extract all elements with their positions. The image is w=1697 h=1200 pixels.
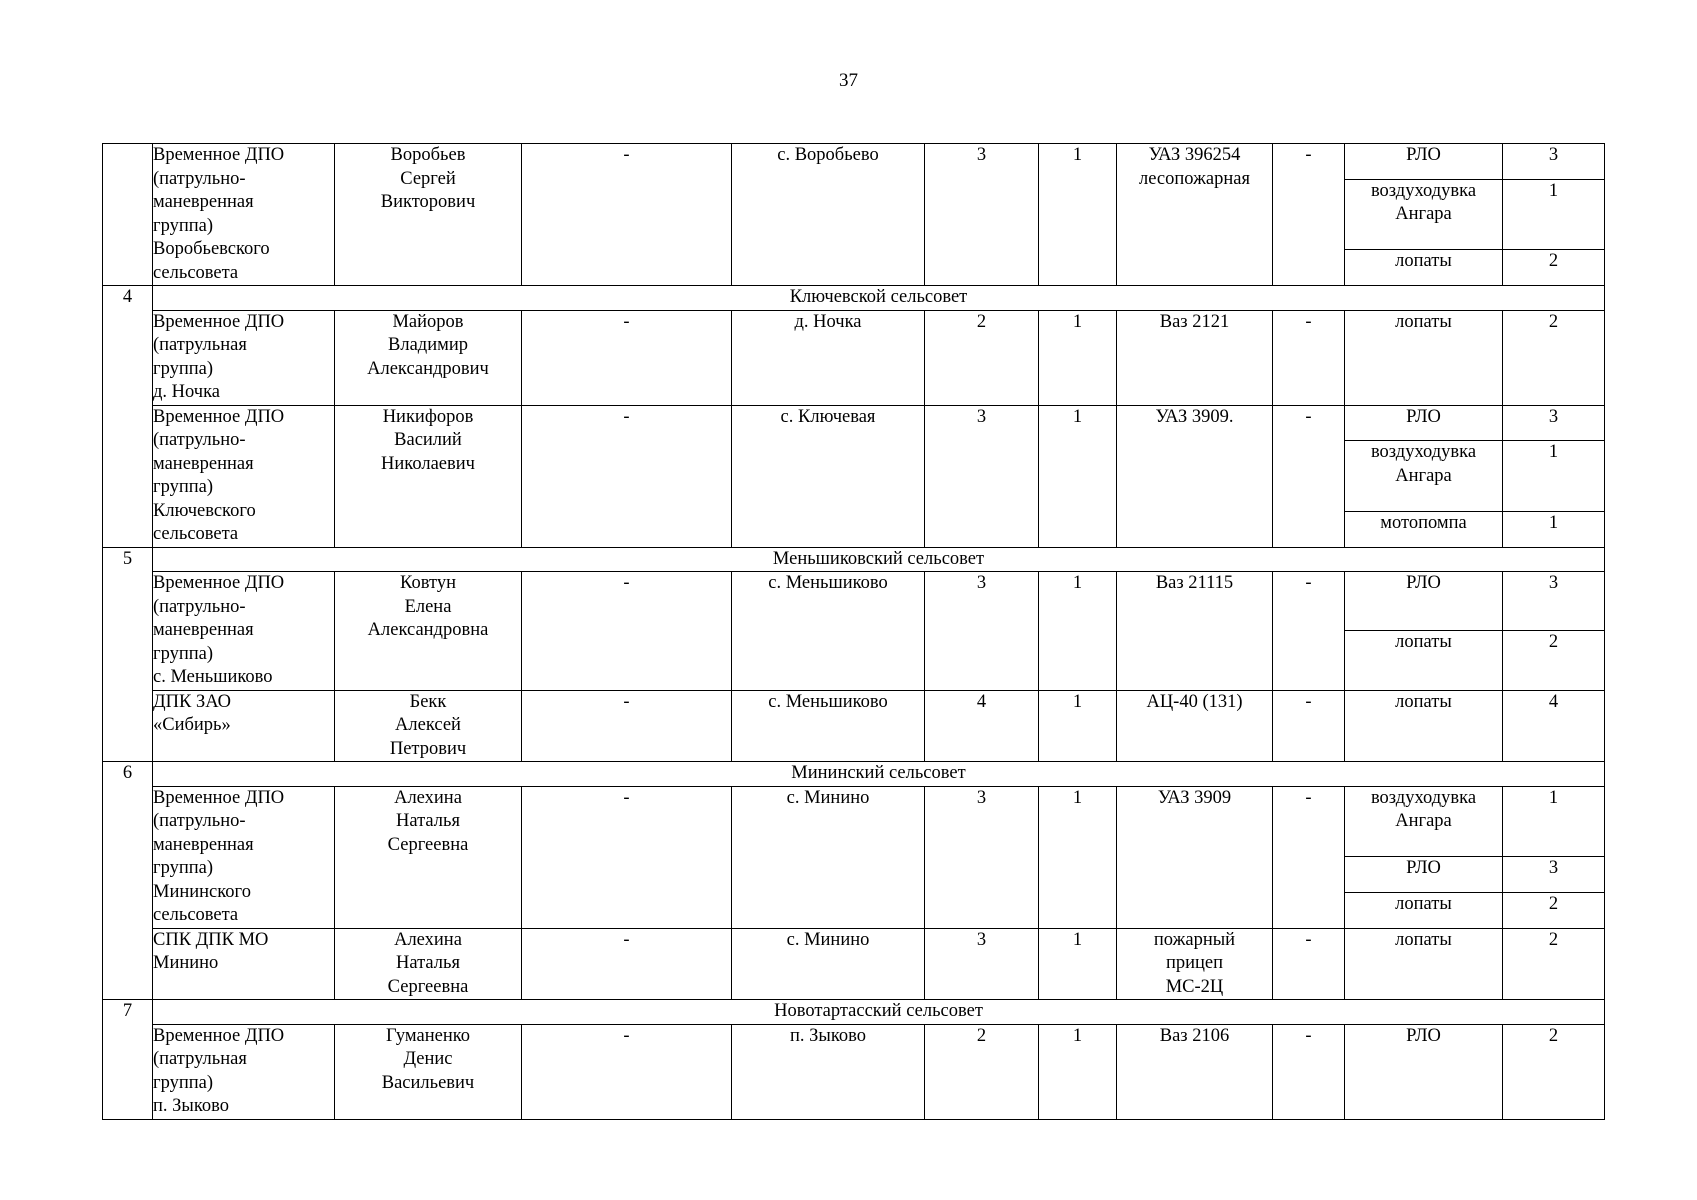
cell-line: Гуманенко (385, 1025, 471, 1046)
cell-line: Владимир (388, 335, 468, 355)
table-row (103, 572, 1605, 631)
cell-line: «Сибирь» (153, 715, 231, 735)
cell-line: Наталья (396, 811, 460, 831)
cell-line: Воробьевского (153, 239, 270, 259)
unit-head (335, 572, 522, 691)
unit-location: с. Минино (732, 786, 925, 928)
cell-line: Ваз 2106 (1159, 1025, 1230, 1046)
row-number (103, 144, 153, 286)
cell-line: Временное ДПО (153, 573, 285, 593)
unit-head (335, 786, 522, 928)
cell-line: Николаевич (381, 453, 475, 474)
cell-line: (патрульная (153, 1049, 247, 1069)
equipment-name (1345, 441, 1503, 511)
unit-head (335, 928, 522, 1000)
unit-count: 1 (1039, 786, 1117, 928)
cell-line: УАЗ 3909. (1155, 406, 1234, 427)
cell-line: Ковтун (400, 573, 456, 593)
unit-head (335, 690, 522, 762)
equipment-name (1345, 786, 1503, 856)
row-number: 5 (103, 547, 153, 762)
cell-line: Временное ДПО (153, 406, 285, 427)
unit-phone: - (522, 405, 732, 547)
unit-vehicle (1117, 928, 1273, 1000)
section-title: Новотартасский сельсовет (153, 1000, 1605, 1025)
cell-line: Васильевич (381, 1072, 475, 1093)
unit-phone: - (522, 1024, 732, 1119)
equipment-qty: 2 (1503, 1024, 1605, 1119)
unit-count: 1 (1039, 144, 1117, 286)
cell-line: Алехина (394, 929, 462, 950)
unit-name (153, 786, 335, 928)
cell-line: сельсовета (153, 524, 239, 544)
cell-line: Временное ДПО (153, 145, 285, 165)
table-row (103, 690, 1605, 762)
cell-line: АЦ-40 (131) (1146, 691, 1243, 712)
equipment-name (1345, 405, 1503, 441)
cell-line: УАЗ 3909 (1157, 787, 1232, 808)
cell-line: Воробьев (390, 145, 466, 165)
cell-line: Ангара (1395, 811, 1452, 831)
cell-line: прицеп (1165, 953, 1224, 973)
equipment-qty: 1 (1503, 441, 1605, 511)
cell-line: Сергеевна (387, 976, 469, 997)
cell-line: (патрульно- (153, 811, 246, 831)
unit-extra: - (1273, 310, 1345, 405)
equipment-name (1345, 928, 1503, 1000)
unit-count: 1 (1039, 405, 1117, 547)
cell-line: МС-2Ц (1165, 976, 1224, 997)
cell-line: группа) (153, 477, 214, 497)
equipment-name (1345, 572, 1503, 631)
section-row (103, 547, 1605, 572)
equipment-qty: 2 (1503, 310, 1605, 405)
unit-phone: - (522, 786, 732, 928)
cell-line: УАЗ 396254 (1148, 145, 1241, 165)
cell-line: Александрович (367, 358, 489, 379)
cell-line: группа) (153, 643, 214, 664)
cell-line: Алехина (394, 787, 462, 808)
cell-line: Василий (394, 430, 462, 450)
unit-name (153, 572, 335, 691)
cell-line: (патрульно- (153, 168, 246, 189)
unit-personnel: 3 (925, 786, 1039, 928)
cell-line: СПК ДПК МО (153, 929, 269, 950)
unit-personnel: 3 (925, 928, 1039, 1000)
unit-location: с. Меньшиково (732, 572, 925, 691)
cell-line: (патрульно- (153, 430, 246, 450)
cell-line: воздуходувка (1370, 180, 1477, 201)
unit-phone: - (522, 572, 732, 691)
cell-line: РЛО (1406, 573, 1441, 593)
table-row (103, 310, 1605, 405)
equipment-qty: 3 (1503, 144, 1605, 180)
cell-line: Ваз 21115 (1155, 573, 1234, 593)
equipment-qty: 3 (1503, 856, 1605, 892)
equipment-qty: 2 (1503, 631, 1605, 690)
unit-vehicle (1117, 310, 1273, 405)
unit-location: с. Воробьево (732, 144, 925, 286)
unit-location: с. Ключевая (732, 405, 925, 547)
unit-name (153, 310, 335, 405)
equipment-name (1345, 179, 1503, 249)
cell-line: Временное ДПО (153, 787, 285, 808)
section-row (103, 762, 1605, 787)
section-row (103, 1000, 1605, 1025)
cell-line: маневренная (153, 620, 254, 640)
cell-line: группа) (153, 358, 214, 379)
equipment-qty: 4 (1503, 690, 1605, 762)
unit-extra: - (1273, 405, 1345, 547)
unit-extra: - (1273, 572, 1345, 691)
unit-phone: - (522, 690, 732, 762)
cell-line: РЛО (1406, 145, 1441, 165)
equipment-qty: 2 (1503, 892, 1605, 928)
cell-line: воздуходувка (1370, 787, 1477, 808)
cell-line: маневренная (153, 192, 254, 212)
table-row (103, 928, 1605, 1000)
cell-line: группа) (153, 858, 214, 878)
unit-extra: - (1273, 928, 1345, 1000)
cell-line: лопаты (1395, 251, 1452, 272)
unit-vehicle (1117, 144, 1273, 286)
equipment-qty: 3 (1503, 572, 1605, 631)
cell-line: лопаты (1395, 311, 1452, 332)
row-number: 7 (103, 1000, 153, 1120)
table-row (103, 1024, 1605, 1119)
equipment-qty: 2 (1503, 928, 1605, 1000)
unit-personnel: 2 (925, 310, 1039, 405)
unit-name (153, 690, 335, 762)
unit-count: 1 (1039, 310, 1117, 405)
cell-line: РЛО (1406, 857, 1441, 878)
equipment-name (1345, 892, 1503, 928)
equipment-name (1345, 310, 1503, 405)
section-title: Ключевской сельсовет (153, 286, 1605, 311)
unit-name (153, 1024, 335, 1119)
cell-line: ДПК ЗАО (153, 691, 232, 712)
equipment-name (1345, 690, 1503, 762)
unit-vehicle (1117, 572, 1273, 691)
unit-personnel: 2 (925, 1024, 1039, 1119)
cell-line: (патрульно- (153, 596, 246, 617)
cell-line: Наталья (396, 953, 460, 973)
unit-location: с. Меньшиково (732, 690, 925, 762)
cell-line: Алексей (395, 715, 461, 735)
cell-line: Ангара (1395, 465, 1452, 486)
cell-line: пожарный (1153, 929, 1236, 950)
cell-line: РЛО (1406, 406, 1441, 427)
cell-line: Мининского (153, 881, 251, 902)
cell-line: Никифоров (382, 406, 474, 427)
cell-line: п. Зыково (153, 1096, 230, 1116)
cell-line: Денис (403, 1049, 453, 1069)
cell-line: РЛО (1406, 1025, 1441, 1046)
cell-line: Викторович (380, 192, 476, 212)
unit-location: п. Зыково (732, 1024, 925, 1119)
unit-location: с. Минино (732, 928, 925, 1000)
cell-line: д. Ночка (153, 382, 221, 402)
cell-line: Майоров (392, 311, 464, 332)
cell-line: лесопожарная (1139, 168, 1250, 189)
unit-personnel: 3 (925, 144, 1039, 286)
fire-units-table (102, 143, 1605, 1120)
cell-line: Ваз 2121 (1159, 311, 1230, 332)
unit-count: 1 (1039, 572, 1117, 691)
equipment-qty: 1 (1503, 786, 1605, 856)
cell-line: Елена (404, 596, 452, 617)
unit-vehicle (1117, 690, 1273, 762)
cell-line: группа) (153, 1072, 214, 1093)
unit-name (153, 928, 335, 1000)
cell-line: маневренная (153, 834, 254, 855)
unit-extra: - (1273, 690, 1345, 762)
unit-name (153, 144, 335, 286)
unit-extra: - (1273, 144, 1345, 286)
unit-phone: - (522, 310, 732, 405)
unit-extra: - (1273, 1024, 1345, 1119)
unit-location: д. Ночка (732, 310, 925, 405)
cell-line: Временное ДПО (153, 1025, 285, 1046)
unit-vehicle (1117, 786, 1273, 928)
cell-line: сельсовета (153, 905, 239, 925)
unit-personnel: 3 (925, 572, 1039, 691)
cell-line: Ангара (1395, 204, 1452, 225)
section-row (103, 286, 1605, 311)
cell-line: (патрульная (153, 335, 247, 355)
unit-vehicle (1117, 405, 1273, 547)
cell-line: Ключевского (153, 500, 256, 521)
cell-line: маневренная (153, 453, 254, 474)
equipment-qty: 3 (1503, 405, 1605, 441)
unit-head (335, 1024, 522, 1119)
equipment-name (1345, 250, 1503, 286)
cell-line: лопаты (1395, 929, 1452, 950)
unit-phone: - (522, 144, 732, 286)
unit-head (335, 405, 522, 547)
cell-line: Александровна (367, 620, 489, 640)
row-number: 4 (103, 286, 153, 548)
equipment-qty: 1 (1503, 511, 1605, 547)
unit-count: 1 (1039, 928, 1117, 1000)
cell-line: лопаты (1395, 893, 1452, 914)
unit-count: 1 (1039, 1024, 1117, 1119)
equipment-name (1345, 511, 1503, 547)
cell-line: с. Меньшиково (153, 667, 273, 687)
table-row (103, 405, 1605, 441)
section-title: Меньшиковский сельсовет (153, 547, 1605, 572)
cell-line: Сергеевна (387, 834, 469, 855)
cell-line: мотопомпа (1380, 512, 1467, 533)
cell-line: Временное ДПО (153, 311, 285, 332)
unit-head (335, 310, 522, 405)
row-number: 6 (103, 762, 153, 1000)
equipment-qty: 2 (1503, 250, 1605, 286)
unit-vehicle (1117, 1024, 1273, 1119)
unit-name (153, 405, 335, 547)
cell-line: воздуходувка (1370, 442, 1477, 463)
table-row (103, 144, 1605, 180)
cell-line: лопаты (1395, 691, 1452, 712)
unit-personnel: 4 (925, 690, 1039, 762)
unit-head (335, 144, 522, 286)
cell-line: лопаты (1395, 632, 1452, 653)
cell-line: Петрович (389, 738, 467, 759)
cell-line: группа) (153, 215, 214, 236)
unit-personnel: 3 (925, 405, 1039, 547)
section-title: Мининский сельсовет (153, 762, 1605, 787)
equipment-name (1345, 856, 1503, 892)
cell-line: Минино (153, 953, 219, 973)
cell-line: Сергей (400, 168, 456, 189)
equipment-qty: 1 (1503, 179, 1605, 249)
equipment-name (1345, 1024, 1503, 1119)
unit-extra: - (1273, 786, 1345, 928)
cell-line: сельсовета (153, 262, 239, 283)
cell-line: Бекк (409, 691, 447, 712)
unit-phone: - (522, 928, 732, 1000)
equipment-name (1345, 631, 1503, 690)
unit-count: 1 (1039, 690, 1117, 762)
page-number: 37 (839, 70, 858, 91)
table-row (103, 786, 1605, 856)
equipment-name (1345, 144, 1503, 180)
